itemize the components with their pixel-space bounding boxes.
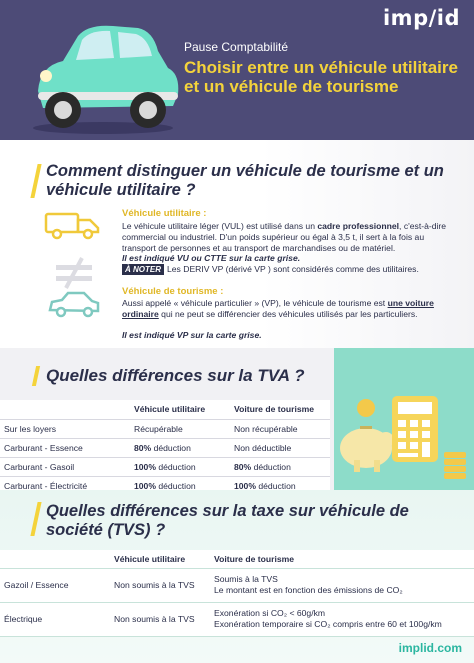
text-tourisme: Aussi appelé « véhicule particulier » (VP), le véhicule de tourisme est une voiture ordinaire qui ne peut se différencier des véhicules utilisés par les particuliers.: [122, 298, 434, 319]
note-badge: À NOTER: [122, 264, 164, 275]
header-kicker: Pause Comptabilité: [184, 40, 289, 54]
brand-logo: imp/id: [382, 6, 460, 30]
table-row: Carburant - Essence 80% déduction Non déductible: [0, 438, 330, 457]
table-header-row: Véhicule utilitaire Voiture de tourisme: [0, 550, 474, 568]
header-banner: [0, 0, 474, 140]
piggy-bank-image: [334, 348, 474, 490]
table-row: Carburant - Électricité 100% déduction 100% déduction: [0, 476, 330, 495]
table-row: Sur les loyers Récupérable Non récupérable: [0, 419, 330, 438]
section-title-distinguish: Comment distinguer un véhicule de tourisme et un véhicule utilitaire ?: [46, 162, 444, 199]
section-tvs: [0, 490, 474, 663]
accent-bar: [32, 366, 40, 386]
note-badge-row: À NOTER Les DERIV VP (dérivé VP ) sont considérés comme des utilitaires.: [122, 264, 456, 275]
section-title-tvs: Quelles différences sur la taxe sur véhicule de société (TVS) ?: [46, 502, 409, 539]
accent-bar: [30, 502, 41, 536]
delivery-truck-icon: [44, 210, 102, 245]
text-utilitaire: Le véhicule utilitaire léger (VUL) est utilisé dans un cadre professionnel, c'est-à-dire commercial ou industriel. D'un poids supérieur ou égal à 3,5 t, il sert à la fois au transport de personnes et au transport de marchandises ou de matériel.: [122, 221, 447, 253]
table-row: Gazoil / Essence Non soumis à la TVS Soumis à la TVS Le montant est en fonction des émissions de CO₂: [0, 568, 474, 602]
section-tva: [0, 348, 474, 490]
turquoise-car-image: [18, 6, 188, 136]
label-utilitaire: Véhicule utilitaire :: [122, 208, 207, 219]
table-row: Électrique Non soumis à la TVS Exonération si CO₂ < 60g/km Exonération temporaire si CO₂ compris entre 60 et 100g/km: [0, 602, 474, 636]
tvs-table: [0, 550, 474, 637]
note-tourisme: Il est indiqué VP sur la carte grise.: [122, 330, 262, 340]
footer-link[interactable]: implid.com: [398, 641, 462, 655]
label-tourisme: Véhicule de tourisme :: [122, 286, 224, 297]
page-title: Choisir entre un véhicule utilitaire et un véhicule de tourisme: [184, 58, 458, 96]
section-title-tva: Quelles différences sur la TVA ?: [46, 366, 305, 385]
car-icon: [46, 290, 102, 325]
tva-table: [0, 400, 330, 496]
calculator-icon: [392, 396, 438, 462]
table-header-row: Véhicule utilitaire Voiture de tourisme: [0, 400, 330, 419]
section-distinguish: [0, 140, 474, 348]
note-utilitaire: Il est indiqué VU ou CTTE sur la carte grise.: [122, 253, 301, 263]
table-row: Carburant - Gasoil 100% déduction 80% déduction: [0, 457, 330, 476]
